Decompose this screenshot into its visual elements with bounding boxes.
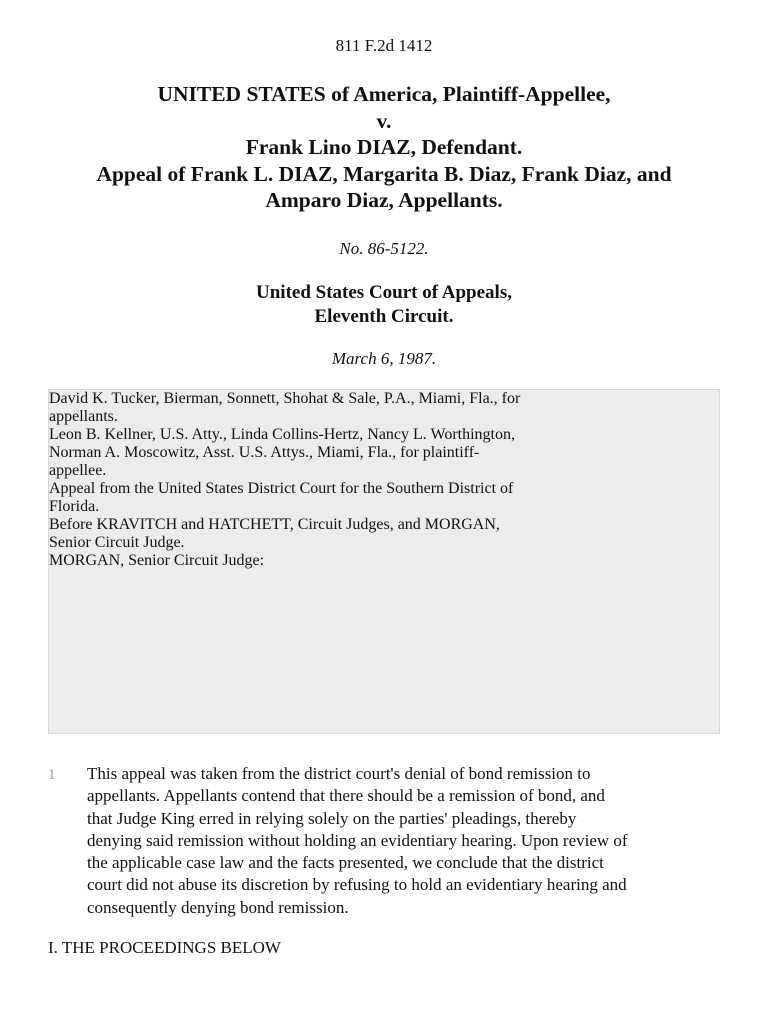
decision-date: March 6, 1987.	[331, 349, 437, 368]
paragraph-line: that Judge King erred in relying solely on the parties' pleadings, thereby	[87, 808, 577, 828]
case-title-line: Frank Lino DIAZ, Defendant.	[245, 135, 523, 159]
counsel-line: David K. Tucker, Bierman, Sonnett, Shohat & Sale, P.A., Miami, Fla., for	[49, 390, 521, 407]
panel-line: Senior Circuit Judge.	[49, 534, 185, 551]
counsel-line: Norman A. Moscowitz, Asst. U.S. Attys., Miami, Fla., for plaintiff-	[49, 444, 480, 461]
case-title-line: Amparo Diaz, Appellants.	[265, 188, 503, 212]
case-title-line: Appeal of Frank L. DIAZ, Margarita B. Diaz, Frank Diaz, and	[96, 161, 672, 186]
case-citation: 811 F.2d 1412	[335, 36, 433, 55]
case-title-line: UNITED STATES of America, Plaintiff-Appellee,	[157, 82, 611, 106]
counsel-line: appellee.	[49, 462, 107, 479]
paragraph-line: denying said remission without holding an evidentiary hearing. Upon review of	[87, 830, 628, 850]
paragraph-number: 1	[48, 767, 56, 783]
court-name-line: Eleventh Circuit.	[314, 306, 454, 327]
case-title-line: v.	[376, 108, 392, 133]
section-heading: I. THE PROCEEDINGS BELOW	[48, 938, 281, 957]
counsel-line: Leon B. Kellner, U.S. Atty., Linda Collins-Hertz, Nancy L. Worthington,	[49, 426, 515, 443]
paragraph-line: This appeal was taken from the district court's denial of bond remission to	[87, 764, 591, 783]
counsel-line: appellants.	[49, 408, 118, 425]
opinion-author-line: MORGAN, Senior Circuit Judge:	[49, 552, 265, 569]
docket-number: No. 86-5122.	[339, 239, 429, 258]
appeal-origin-line: Appeal from the United States District Court for the Southern District of	[49, 480, 514, 497]
paragraph-line: appellants. Appellants contend that there should be a remission of bond, and	[87, 786, 605, 806]
court-name-line: United States Court of Appeals,	[256, 282, 512, 303]
paragraph-text	[87, 763, 727, 919]
paragraph-line: court did not abuse its discretion by refusing to hold an evidentiary hearing and	[87, 875, 627, 895]
court-name	[0, 281, 768, 329]
case-title	[40, 81, 728, 214]
appeal-origin-line: Florida.	[49, 498, 100, 515]
paragraph-line: the applicable case law and the facts presented, we conclude that the district	[87, 853, 604, 873]
panel-line: Before KRAVITCH and HATCHETT, Circuit Judges, and MORGAN,	[49, 516, 500, 533]
counsel-box	[48, 389, 720, 734]
paragraph-line: consequently denying bond remission.	[87, 897, 349, 917]
